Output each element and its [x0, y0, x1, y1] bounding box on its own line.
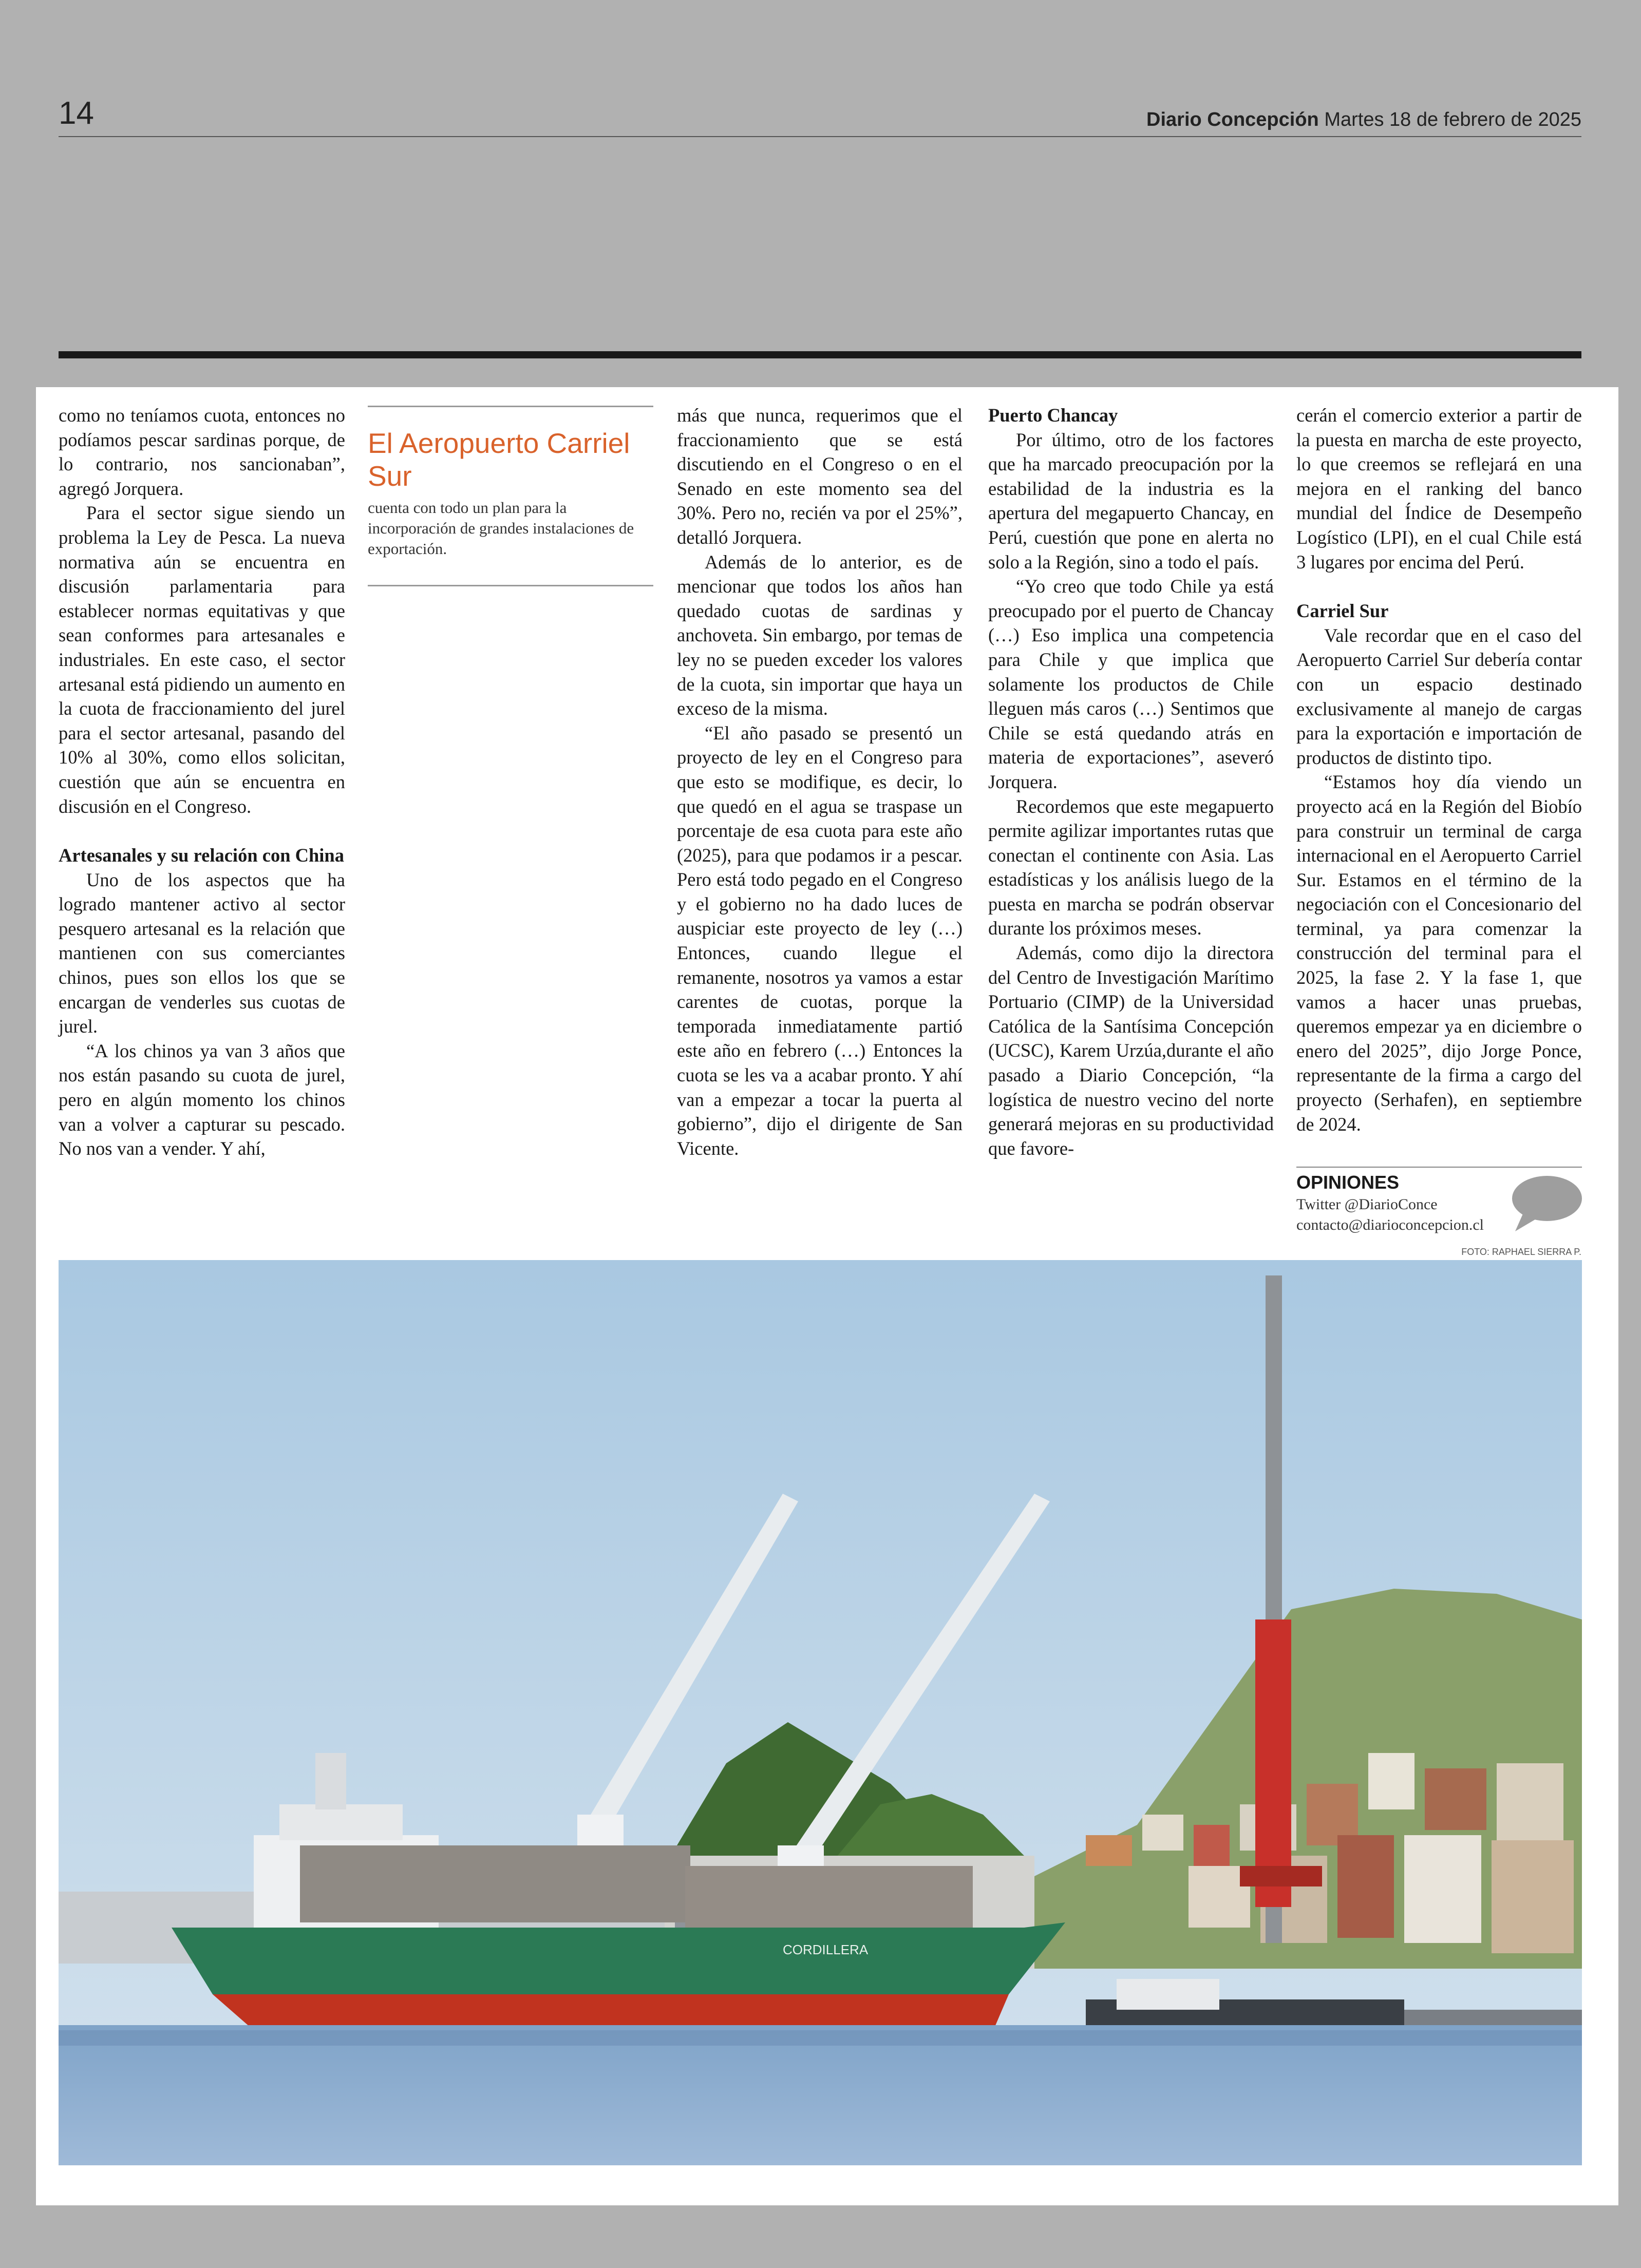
article-column-1	[59, 403, 345, 1161]
box-bottom-rule	[368, 585, 653, 586]
photo-credit: FOTO: RAPHAEL SIERRA P.	[1461, 1247, 1581, 1257]
masthead	[1146, 109, 1581, 131]
paragraph: “El año pasado se presentó un proyecto de ley en el Congreso para que esto se modifique, es decir, lo que quedó en el agua se traspase un porcentaje de esa cuota para este año (2025), para que podamos ir a pescar. Pero está todo pegado en el Congreso y el gobierno no ha dado luces de auspiciar este proyecto de ley (…) Entonces, cuando llegue el remanente, nosotros ya vamos a estar carentes de cuotas, porque la temporada inmediatamente partió este año en febrero (…) Entonces la cuota se les va a acabar pronto. Y ahí van a empezar a tocar la puerta al gobierno”, dijo el dirigente de San Vicente.	[677, 722, 963, 1159]
paragraph: “Yo creo que todo Chile ya está preocupado por el puerto de Chancay (…) Eso implica una competencia para Chile y que implica que solamente los productos de Chile lleguen más caros (…) Sentimos que Chile se está quedando atrás en materia de exportaciones”, aseveró Jorquera.	[988, 576, 1274, 792]
issue-date: Martes 18 de febrero de 2025	[1324, 109, 1581, 130]
speech-bubble-icon	[1508, 1173, 1583, 1234]
paragraph: Uno de los aspectos que ha logrado mantener activo al sector pesquero artesanal es la relación que mantienen con sus comerciantes chinos, pues son ellos los que se encargan de venderles sus cuotas de jurel.	[59, 869, 345, 1037]
pull-quote-box	[368, 406, 653, 586]
opiniones-label: OPINIONES	[1296, 1172, 1400, 1193]
article-column-3	[677, 403, 963, 1160]
subheading-carriel-sur: Carriel Sur	[1296, 600, 1389, 622]
contact-email[interactable]: contacto@diarioconcepcion.cl	[1296, 1216, 1484, 1233]
article-column-5	[1296, 403, 1582, 1136]
paragraph: cerán el comercio exterior a partir de la puesta en marcha de este proyecto, lo que creemos se reflejará en una mejora en el ranking del banco mundial del Índice de Desempeño Logístico (LPI), en el cual Chile está 3 lugares por encima del Perú.	[1296, 405, 1582, 573]
paragraph: “Estamos hoy día viendo un proyecto acá en la Región del Biobío para construir un terminal de carga internacional en el Aeropuerto Carriel Sur. Estamos en el término de la negociación con el Concesionario del terminal, ya para comenzar la construcción del terminal para el 2025, la fase 2. Y la fase 1, que vamos a hacer unas pruebas, queremos empezar ya en diciembre o enero del 2025”, dijo Jorge Ponce, representante de la firma a cargo del proyecto (Serhafen), en septiembre de 2024.	[1296, 771, 1582, 1135]
section-divider-bar	[59, 351, 1581, 358]
twitter-handle[interactable]: Twitter @DiarioConce	[1296, 1196, 1438, 1213]
paragraph: Para el sector sigue siendo un problema la Ley de Pesca. La nueva normativa aún se encuentra en discusión parlamentaria para establecer normas equitativas y que sean conformes para artesanales e industriales. En este caso, el sector artesanal está pidiendo un aumento en la cuota de fraccionamiento del jurel para el sector artesanal, pasando del 10% al 30%, como ellos solicitan, cuestión que aún se encuentra en discusión en el Congreso.	[59, 502, 345, 817]
pull-quote-title: El Aeropuerto Carriel Sur	[368, 427, 630, 492]
publication-name: Diario Concepción	[1146, 109, 1319, 130]
header-rule	[59, 136, 1581, 137]
paragraph: Además de lo anterior, es de mencionar que todos los años han quedado cuotas de sardinas y anchoveta. Sin embargo, por temas de ley no se pueden exceder los valores de la cuota, sin importar que haya un exceso de la misma.	[677, 551, 963, 719]
box-top-rule	[368, 406, 653, 407]
article-column-4	[988, 403, 1274, 1160]
ship-name-label: CORDILLERA	[783, 1942, 869, 1957]
paragraph: Además, como dijo la directora del Centro de Investigación Marítimo Portuario (CIMP) de la Universidad Católica de la Santísima Concepción (UCSC), Karem Urzúa,durante el año pasado a Diario Concepción, “la logística de nuestro vecino del norte generará mejoras en su productividad que favore-	[988, 942, 1274, 1159]
opiniones-rule	[1296, 1167, 1582, 1168]
page-number: 14	[59, 96, 94, 131]
paragraph: “A los chinos ya van 3 años que nos están pasando su cuota de jurel, pero en algún momento los chinos van a volver a capturar su pescado. No nos van a vender. Y ahí,	[59, 1040, 345, 1159]
paragraph: Vale recordar que en el caso del Aeropuerto Carriel Sur debería contar con un espacio destinado exclusivamente al manejo de cargas para la exportación e importación de productos de distinto tipo.	[1296, 624, 1582, 768]
paragraph: como no teníamos cuota, entonces no podíamos pescar sardinas porque, de lo contrario, nos sancionaban”, agregó Jorquera.	[59, 405, 345, 499]
subheading-puerto-chancay: Puerto Chancay	[988, 405, 1118, 426]
subheading-artesanales: Artesanales y su relación con China	[59, 845, 344, 866]
paragraph: más que nunca, requerimos que el fraccionamiento que se está discutiendo en el Congreso o en el Senado en este momento sea del 30%. Pero no, recién va por el 25%”, detalló Jorquera.	[677, 405, 963, 548]
pull-quote-text: cuenta con todo un plan para la incorporación de grandes instalaciones de exportación.	[368, 499, 634, 558]
paragraph: Recordemos que este megapuerto permite agilizar importantes rutas que conectan el continente con Asia. Las estadísticas y los análisis luego de la puesta en marcha se podrán observar durante los próximos meses.	[988, 795, 1274, 939]
paragraph: Por último, otro de los factores que ha marcado preocupación por la estabilidad de la industria es la apertura del megapuerto Chancay, en Perú, cuestión que pone en alerta no solo a la Región, sino a todo el país.	[988, 429, 1274, 573]
port-photo	[59, 1260, 1582, 2165]
